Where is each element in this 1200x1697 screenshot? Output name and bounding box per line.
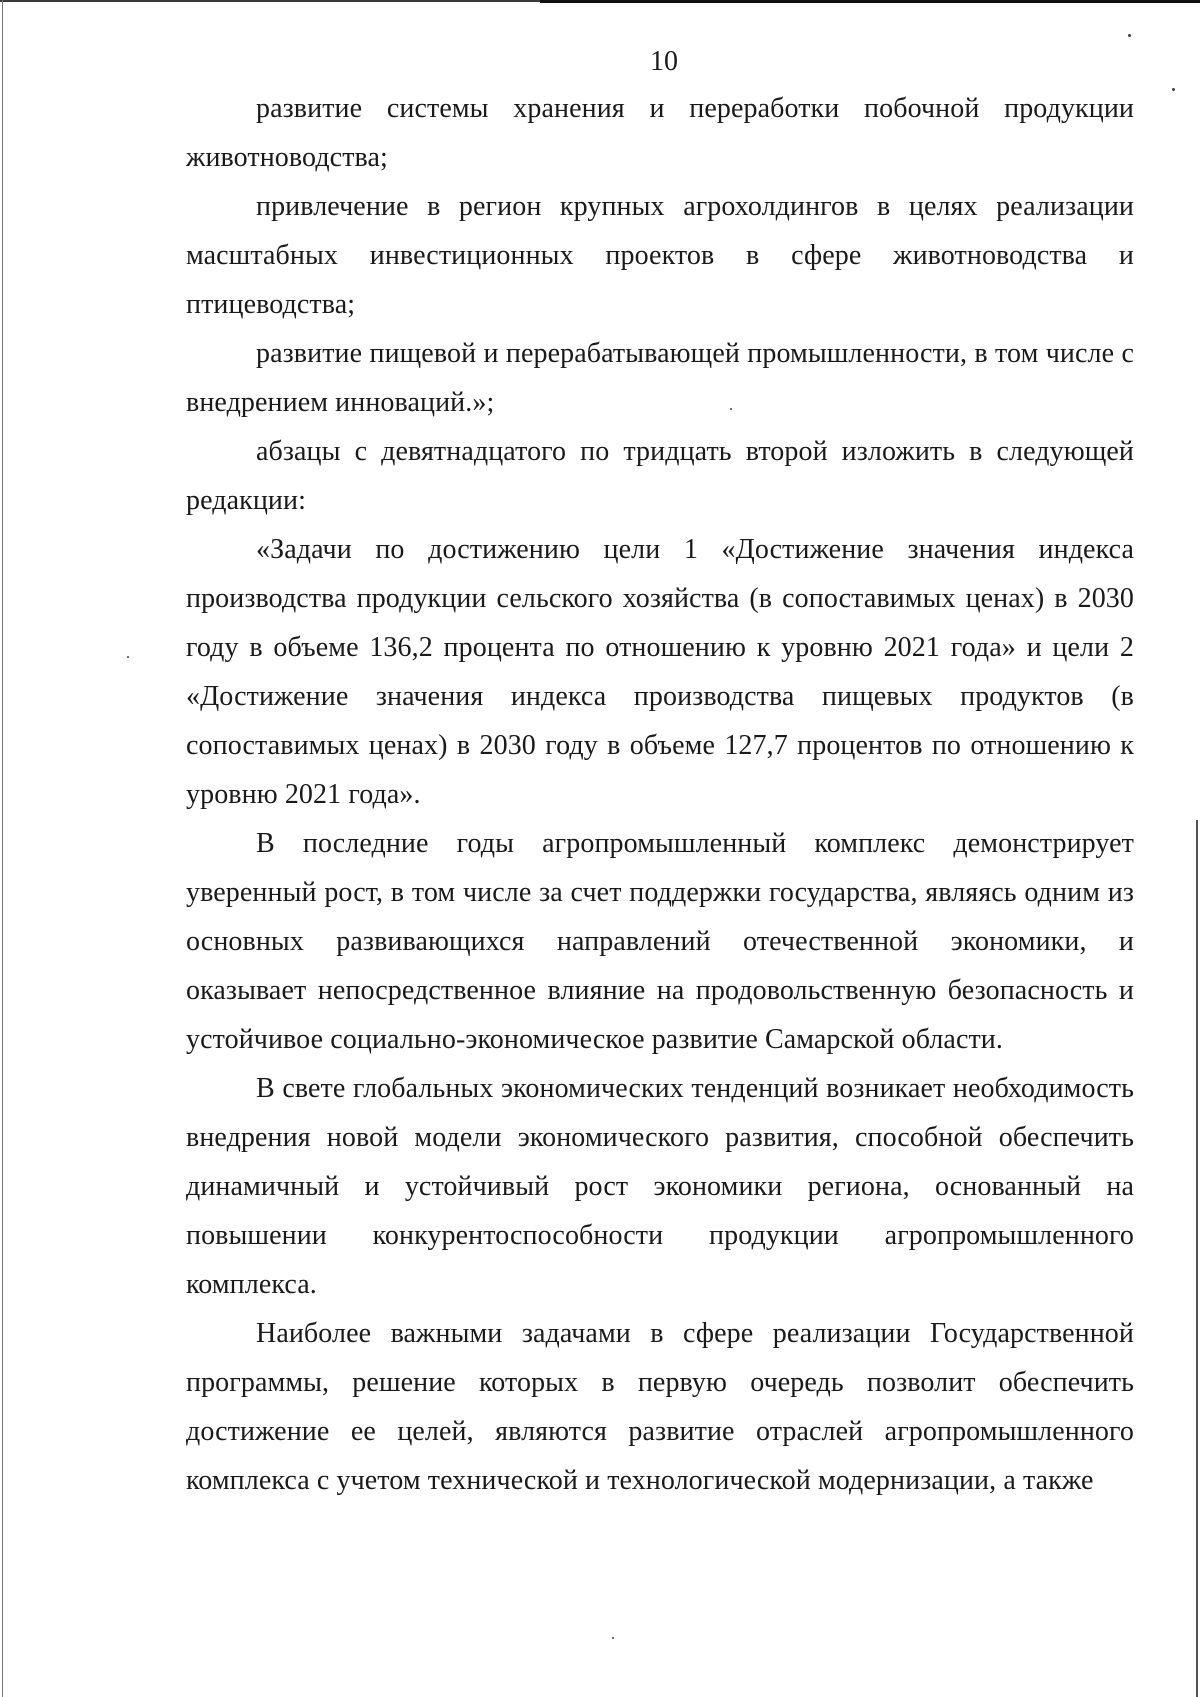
paragraph-agroholdings: привлечение в регион крупных агрохолдингов в целях реализации масштабных инвестиционных проектов в сфере животноводства и птицеводства; bbox=[186, 191, 1134, 320]
paragraph-food-industry: развитие пищевой и перерабатывающей промышленности, в том числе с внедрением инноваций.»; bbox=[186, 338, 1134, 418]
paragraph-amendment-instruction: абзацы с девятнадцатого по тридцать второй изложить в следующей редакции: bbox=[186, 436, 1134, 516]
scan-speck bbox=[612, 1637, 614, 1639]
scan-left-edge bbox=[2, 0, 3, 1697]
page-number: 10 bbox=[650, 46, 678, 77]
paragraph-key-tasks: Наиболее важными задачами в сфере реализации Государственной программы, решение которых в первую очередь позволит обеспечить достижение ее целей, являются развитие отраслей агропромышленного комплекса с учетом технической и технологической модернизации, а также bbox=[186, 1318, 1134, 1496]
paragraph-agro-complex-growth: В последние годы агропромышленный комплекс демонстрирует уверенный рост, в том числе за счет поддержки государства, являясь одним из основных развивающихся направлений отечественной экономики, и оказывает непосредственное влияние на продовольственную безопасность и устойчивое социально-экономическое развитие Самарской области. bbox=[186, 828, 1134, 1055]
scan-speck bbox=[1128, 34, 1131, 37]
scan-speck bbox=[730, 408, 732, 410]
paragraph-byproduct-storage: развитие системы хранения и переработки побочной продукции животноводства; bbox=[186, 93, 1134, 173]
scan-speck bbox=[1172, 88, 1175, 91]
scan-top-border-dark bbox=[540, 0, 1200, 3]
scan-right-edge bbox=[1196, 820, 1198, 1697]
paragraph-goals: «Задачи по достижению цели 1 «Достижение значения индекса производства продукции сельского хозяйства (в сопоставимых ценах) в 2030 году в объеме 136,2 процента по отношению к уровню 2021 года» и цели 2 «Достижение значения индекса производства пищевых продуктов (в сопоставимых ценах) в 2030 году в объеме 127,7 процентов по отношению к уровню 2021 года». bbox=[186, 534, 1134, 810]
paragraph-new-economic-model: В свете глобальных экономических тенденций возникает необходимость внедрения новой модели экономического развития, способной обеспечить динамичный и устойчивый рост экономики региона, основанный на повышении конкурентоспособности продукции агропромышленного комплекса. bbox=[186, 1073, 1134, 1300]
scan-speck bbox=[127, 656, 129, 658]
document-body bbox=[186, 84, 1134, 1505]
